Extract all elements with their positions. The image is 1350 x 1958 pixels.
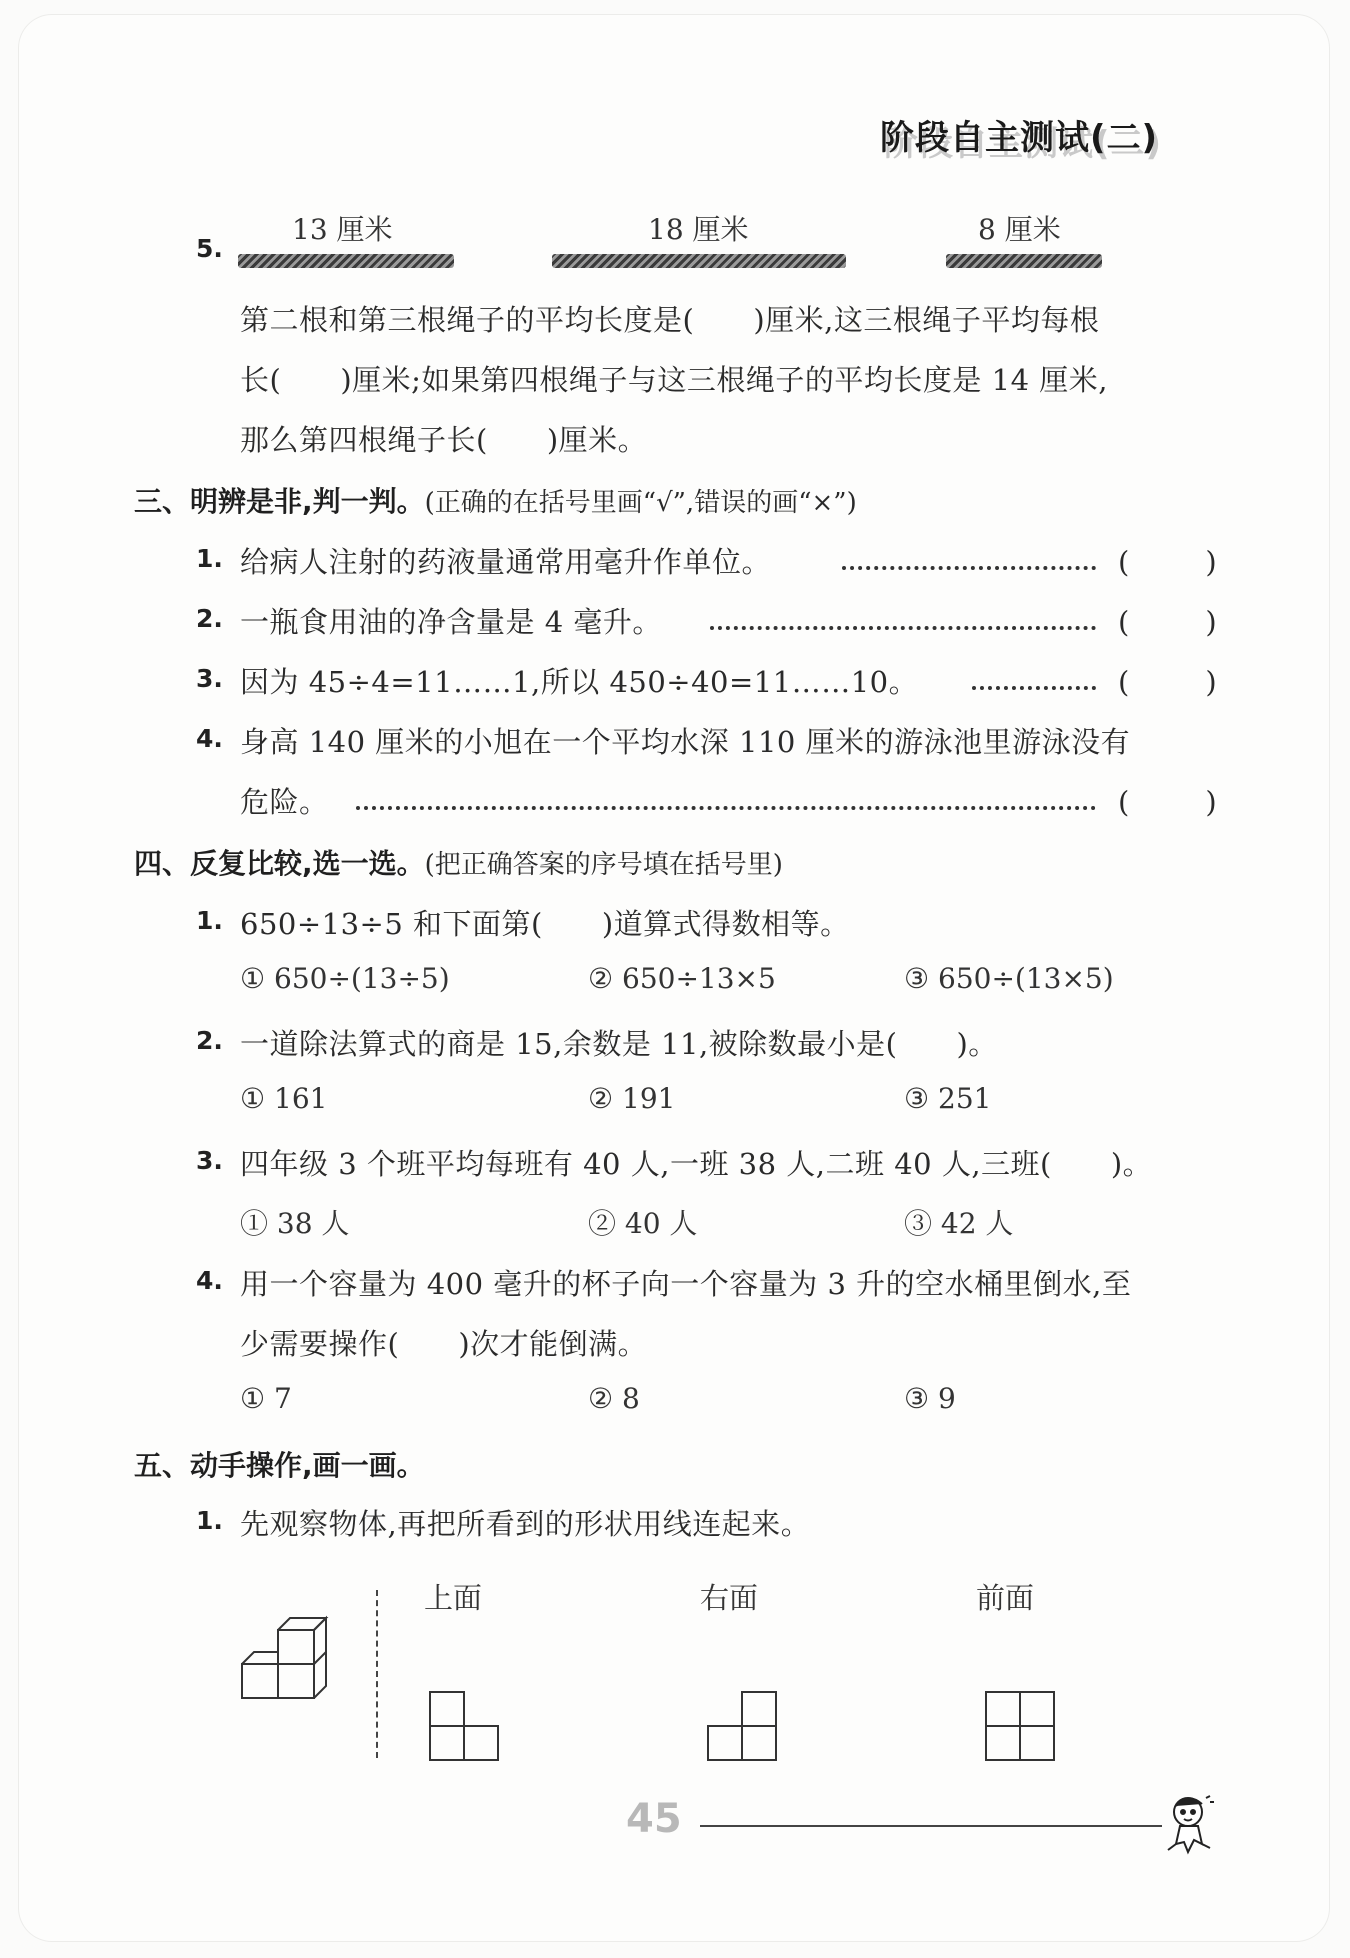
question-number: 4. bbox=[196, 1266, 223, 1295]
option-1[interactable]: ① 38 人 bbox=[240, 1207, 350, 1240]
answer-paren[interactable]: ( ) bbox=[1118, 545, 1223, 579]
option-1[interactable]: ① 161 bbox=[240, 1082, 328, 1115]
divider-dashed bbox=[376, 1590, 378, 1758]
question-text: 先观察物体,再把所看到的形状用线连起来。 bbox=[240, 1507, 811, 1541]
question-text: 四年级 3 个班平均每班有 40 人,一班 38 人,二班 40 人,三班( )。 bbox=[240, 1147, 1153, 1181]
statement-text: 身高 140 厘米的小旭在一个平均水深 110 厘米的游泳池里游泳没有 bbox=[240, 725, 1131, 759]
page-number: 45 bbox=[626, 1796, 682, 1842]
question-number: 3. bbox=[196, 1146, 223, 1175]
option-2[interactable]: ② 8 bbox=[588, 1382, 640, 1415]
rope-length-label: 18 厘米 bbox=[648, 213, 749, 246]
rope-length-label: 8 厘米 bbox=[978, 213, 1061, 246]
footer-rule bbox=[700, 1825, 1162, 1827]
question-number: 1. bbox=[196, 544, 223, 573]
question-number: 2. bbox=[196, 604, 223, 633]
rope-3 bbox=[946, 254, 1102, 268]
view-label-top: 上面 bbox=[424, 1581, 483, 1615]
dot-leader bbox=[710, 626, 1096, 630]
question-number: 4. bbox=[196, 724, 223, 753]
rope-2 bbox=[552, 254, 846, 268]
section-note: (正确的在括号里画“√”,错误的画“×”) bbox=[424, 488, 857, 518]
option-3[interactable]: ③ 42 人 bbox=[904, 1207, 1014, 1240]
section-heading bbox=[134, 480, 857, 520]
question-text: 650÷13÷5 和下面第( )道算式得数相等。 bbox=[240, 907, 850, 941]
page-header-title: 阶段自主测试(二) bbox=[880, 118, 1159, 158]
question-text-continued: 少需要操作( )次才能倒满。 bbox=[240, 1327, 648, 1361]
view-shape-c[interactable] bbox=[984, 1690, 1058, 1764]
dot-leader bbox=[842, 566, 1096, 570]
statement-text: 因为 45÷4=11……1,所以 450÷40=11……10。 bbox=[240, 665, 919, 699]
option-3[interactable]: ③ 251 bbox=[904, 1082, 992, 1115]
rope-length-label: 13 厘米 bbox=[292, 213, 393, 246]
answer-paren[interactable]: ( ) bbox=[1118, 785, 1223, 819]
option-3[interactable]: ③ 650÷(13×5) bbox=[904, 962, 1114, 995]
dot-leader bbox=[972, 686, 1096, 690]
mascot-icon bbox=[1158, 1790, 1224, 1856]
section-note: (把正确答案的序号填在括号里) bbox=[424, 850, 783, 880]
section-heading: 五、动手操作,画一画。 bbox=[134, 1449, 425, 1482]
question-number: 2. bbox=[196, 1026, 223, 1055]
option-1[interactable]: ① 7 bbox=[240, 1382, 292, 1415]
option-3[interactable]: ③ 9 bbox=[904, 1382, 956, 1415]
statement-text: 一瓶食用油的净含量是 4 毫升。 bbox=[240, 605, 662, 639]
question-number: 5. bbox=[196, 234, 223, 263]
view-label-right: 右面 bbox=[700, 1581, 759, 1615]
question-number: 1. bbox=[196, 1506, 223, 1535]
cube-stack-figure bbox=[236, 1604, 342, 1702]
statement-text-continued: 危险。 bbox=[240, 785, 329, 819]
option-2[interactable]: ② 650÷13×5 bbox=[588, 962, 776, 995]
question-text: 用一个容量为 400 毫升的杯子向一个容量为 3 升的空水桶里倒水,至 bbox=[240, 1267, 1132, 1301]
question-text: 那么第四根绳子长( )厘米。 bbox=[240, 423, 648, 457]
view-shape-b[interactable] bbox=[706, 1690, 780, 1764]
question-text: 第二根和第三根绳子的平均长度是( )厘米,这三根绳子平均每根 bbox=[240, 303, 1100, 337]
question-text: 长( )厘米;如果第四根绳子与这三根绳子的平均长度是 14 厘米, bbox=[240, 363, 1108, 397]
section-title: 三、明辨是非,判一判。 bbox=[134, 485, 425, 518]
option-1[interactable]: ① 650÷(13÷5) bbox=[240, 962, 450, 995]
section-title: 四、反复比较,选一选。 bbox=[134, 847, 425, 880]
section-heading bbox=[134, 842, 783, 882]
rope-1 bbox=[238, 254, 454, 268]
view-label-front: 前面 bbox=[976, 1581, 1035, 1615]
answer-paren[interactable]: ( ) bbox=[1118, 605, 1223, 639]
question-text: 一道除法算式的商是 15,余数是 11,被除数最小是( )。 bbox=[240, 1027, 998, 1061]
question-number: 1. bbox=[196, 906, 223, 935]
option-2[interactable]: ② 191 bbox=[588, 1082, 676, 1115]
question-number: 3. bbox=[196, 664, 223, 693]
dot-leader bbox=[356, 806, 1096, 810]
view-shape-a[interactable] bbox=[428, 1690, 502, 1764]
option-2[interactable]: ② 40 人 bbox=[588, 1207, 698, 1240]
statement-text: 给病人注射的药液量通常用毫升作单位。 bbox=[240, 545, 772, 579]
answer-paren[interactable]: ( ) bbox=[1118, 665, 1223, 699]
